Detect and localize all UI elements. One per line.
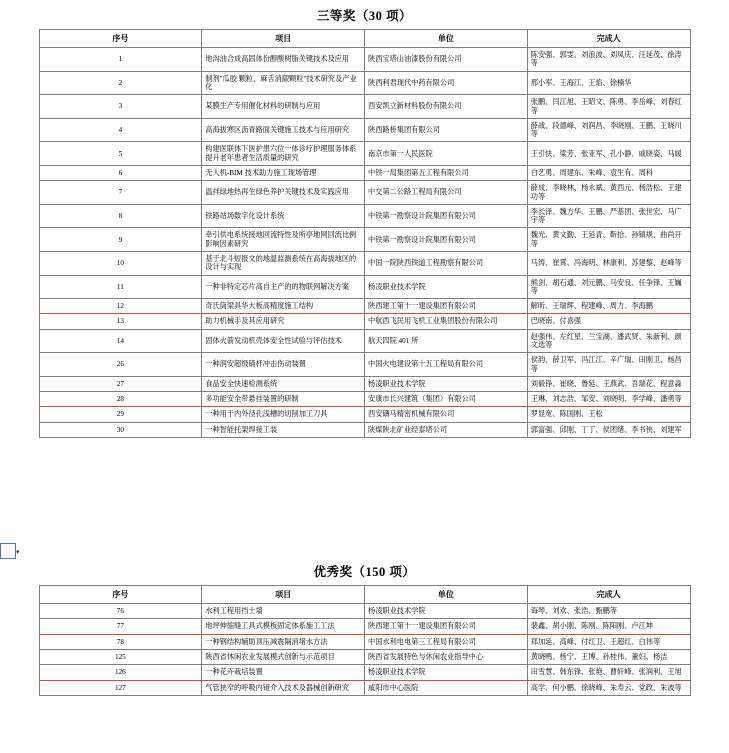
cell-people: 裴鑫、胡小刚、陈刚、陈阳刚、卢江坤 [527,619,690,634]
cell-num: 126 [39,665,202,680]
cell-project: 食品安全快速检测系统 [202,376,365,391]
cell-unit: 杨凌职业技术学院 [365,665,528,680]
cell-project: 无人机-BIM 技术助力施工现场管理 [202,166,365,181]
col-header-people: 完成人 [527,586,690,604]
cell-people: 郭富强、邱刚、丁丁、侯团绪、李书侠、刘建军 [527,422,690,437]
col-header-project: 项目 [202,586,365,604]
table-row [39,95,690,119]
table-row [39,407,690,422]
cell-people: 解昕、王瑞辉、程建峰、周力、李海鹏 [527,299,690,314]
cell-unit: 中航西飞民用飞机工业集团股份有限公司 [365,314,528,329]
cell-project: 高海拔寒区沥青路面关键施工技术与应用研究 [202,118,365,142]
chevron-down-icon[interactable]: ▾ [16,549,20,556]
table-row [39,228,690,252]
cell-unit: 南京市第一人民医院 [365,142,528,166]
table-row [39,680,690,695]
table-row [39,422,690,437]
cell-unit: 安康市长兴建筑（集团）有限公司 [365,392,528,407]
col-header-people: 完成人 [527,30,690,48]
cell-num: 2 [39,71,202,95]
table-row [39,634,690,649]
cell-num: 4 [39,118,202,142]
section-third-prize [0,6,729,438]
table-row [39,314,690,329]
cell-project: 一种用于内外径孔浅槽的切削加工刀具 [202,407,365,422]
col-header-unit: 单位 [365,30,528,48]
table-header-row [39,586,690,604]
cell-num: 8 [39,204,202,228]
table-row [39,118,690,142]
cell-num: 28 [39,392,202,407]
cell-unit: 陕西路桥集团有限公司 [365,118,528,142]
cell-people: 王引快、梁芳、张亚军、孔小静、戚晓姿、马媛 [527,142,690,166]
cell-num: 1 [39,48,202,72]
table-row [39,181,690,205]
cell-project: 助力机械手及其应用研究 [202,314,365,329]
cell-people: 王琳、刘志浩、邹安、刘晓明、李学峰、潘勇等 [527,392,690,407]
cell-unit: 西安礴马精密机械有限公司 [365,407,528,422]
floating-checkbox[interactable] [0,543,16,559]
cell-num: 77 [39,619,202,634]
cell-people: 邢小军、王海江、王焰、徐楠华 [527,71,690,95]
cell-project: 气管狭窄的呼吸内镜介入技术及器械创新研究 [202,680,365,695]
cell-project: 制剂"瓜胶 颗粒、麻舌消龈颗粒"技术研究及产业化 [202,71,365,95]
col-header-num: 序号 [39,586,202,604]
cell-unit: 西安凯立新材料股份有限公司 [365,95,528,119]
cell-unit: 中国火电建设第十五工程局有限公司 [365,353,528,377]
cell-unit: 杨凌职业技术学院 [365,376,528,391]
cell-people: 张鹏、闫江旭、王昭文、陈勇、李岳峰、刘春红等 [527,95,690,119]
cell-num: 13 [39,314,202,329]
cell-unit: 中铁第一勘察设计院集团有限公司 [365,228,528,252]
cell-project: 一种润安超级锚杆冲击伤动装置 [202,353,365,377]
cell-people: 黄晓鸭、杨宁、王博、孙桂伟、董妇、杨洁 [527,650,690,665]
section-excellence-prize [0,562,729,696]
cell-num: 26 [39,353,202,377]
cell-unit: 陕西省发展特色与休闲农业指导中心 [365,650,528,665]
cell-project: 温拌绿地热再生绿色养护关键技术及实践应用 [202,181,365,205]
cell-people: 巴晓南、付喜强 [527,314,690,329]
table-row [39,376,690,391]
table-row [39,71,690,95]
cell-project: 固体火箭发动机壳体安全性试验与评估技术 [202,329,365,353]
table-row [39,204,690,228]
table-row [39,353,690,377]
cell-unit: 陕西利君现代中药有限公司 [365,71,528,95]
cell-num: 7 [39,181,202,205]
cell-num: 3 [39,95,202,119]
table-row [39,251,690,275]
cell-unit: 陕西建工第十一建设集团有限公司 [365,299,528,314]
cell-people: 薛战、段德峰、刘润昌、李晓刚、王鹏、王晓川等 [527,118,690,142]
cell-unit: 杨凌职业技术学院 [365,604,528,619]
cell-project: 铁路站场数字化设计系统 [202,204,365,228]
col-header-unit: 单位 [365,586,528,604]
table-row [39,619,690,634]
cell-num: 9 [39,228,202,252]
cell-people: 赵强伟、左红星、兰宝湖、潘武贤、朱新利、颜文选等 [527,329,690,353]
table-row [39,604,690,619]
cell-project: 地沟油合成高固体份醇酸树脂关键技术及应用 [202,48,365,72]
col-header-project: 项目 [202,30,365,48]
cell-num: 30 [39,422,202,437]
cell-people: 罗显宽、陈国刚、王松 [527,407,690,422]
cell-project: 地坪伸缩缝工具式模板固定体系施工工法 [202,619,365,634]
cell-num: 27 [39,376,202,391]
table-row [39,329,690,353]
cell-people: 郑加延、高峰、付红卫、王超红、白伟等 [527,634,690,649]
cell-people: 高学、何小鹏、徐晓峰、朱寿云、党政、朱波等 [527,680,690,695]
cell-people: 熊剑、胡石通、刘元鹏、马安良、任争锋、王巍等 [527,275,690,299]
cell-num: 6 [39,166,202,181]
cell-people: 陈安强、郭雯、刘浪波、刘凤庆、汪延茂、徐涛等 [527,48,690,72]
cell-people: 白艺勇、周建东、朱峰、袁生有、周科 [527,166,690,181]
cell-people: 侯韵、薛卫军、冯江江、辛广瑞、田刚卫、杨昌等 [527,353,690,377]
award-table-excellence-prize [39,585,691,696]
cell-people: 魏光、黄文勤、王延青、靳拾、孙镇规、曲尚开等 [527,228,690,252]
cell-num: 29 [39,407,202,422]
cell-project: 陕西省休闲农业发展模式创新与示范项目 [202,650,365,665]
cell-num: 12 [39,299,202,314]
table-row [39,665,690,680]
cell-people: 诲琴、刘欢、张浩、甄鹏等 [527,604,690,619]
table-row [39,166,690,181]
cell-project: 一种钢结构辅助顶压减震隔消堵水方法 [202,634,365,649]
cell-unit: 中国一院陕西铁道工程勘察有限公司 [365,251,528,275]
cell-project: 一种花卉栽培装置 [202,665,365,680]
cell-people: 刘毅铮、崔晓、鲁延、王燕武、吾瑞花、程意淼 [527,376,690,391]
cell-project: 多功能安全带悬挂装置的研制 [202,392,365,407]
cell-unit: 咸阳市中心医院 [365,680,528,695]
cell-unit: 陕西宝塔山油漆股份有限公司 [365,48,528,72]
cell-num: 127 [39,680,202,695]
col-header-num: 序号 [39,30,202,48]
cell-people: 田雪慧、韩东锋、张艳、曹轩峰、张润利、王旭 [527,665,690,680]
cell-num: 11 [39,275,202,299]
cell-project: 某膜生产专用催化材料的研制与应用 [202,95,365,119]
section-title-excellence-prize: 优秀奖（150 项） [313,565,416,579]
table-row [39,48,690,72]
award-table-third-prize [39,29,691,438]
section-title-third-prize: 三等奖（30 项） [316,9,413,23]
cell-project: 奇氏筒梁具华大板高精度施工结构 [202,299,365,314]
cell-people: 马涛、崔霄、冯海明、林康利、苏建黎、赵峰等 [527,251,690,275]
cell-project: 一种智能托架焊接工装 [202,422,365,437]
cell-unit: 航天四院 401 所 [365,329,528,353]
cell-num: 10 [39,251,202,275]
cell-num: 76 [39,604,202,619]
cell-project: 构建医联体下医护患六位一体诊疗护理服务体系提升老年患者生活质量的研究 [202,142,365,166]
cell-project: 基于北斗短报文的地温监测系统在高海拔地区的设计与实现 [202,251,365,275]
cell-people: 李长泽、魏方华、王鹏、严基团、张世宏、马广宇等 [527,204,690,228]
cell-unit: 杨凌职业技术学院 [365,275,528,299]
cell-unit: 中铁一局集团第五工程有限公司 [365,166,528,181]
table-row [39,650,690,665]
cell-num: 125 [39,650,202,665]
table-header-row [39,30,690,48]
table-row [39,142,690,166]
cell-unit: 中国水利电电第三工程局有限公司 [365,634,528,649]
table-row [39,275,690,299]
cell-project: 一种非特定芯片高自主产的的物联网解决方案 [202,275,365,299]
cell-num: 5 [39,142,202,166]
cell-num: 78 [39,634,202,649]
cell-unit: 陕西建工第十一建设集团有限公司 [365,619,528,634]
cell-project: 水利工程用挡土墙 [202,604,365,619]
cell-num: 14 [39,329,202,353]
table-row [39,392,690,407]
cell-unit: 陕煤陕北矿业经泰塔公司 [365,422,528,437]
cell-unit: 中铁第一勘察设计院集团有限公司 [365,204,528,228]
cell-project: 牵引供电系统接地回流特性及所亭地网回流比例影响因素研究 [202,228,365,252]
table-row [39,299,690,314]
cell-unit: 中交第二公路工程局有限公司 [365,181,528,205]
cell-people: 薛成、李晓林、杨永斌、黄西元、杨浩松、王建功等 [527,181,690,205]
